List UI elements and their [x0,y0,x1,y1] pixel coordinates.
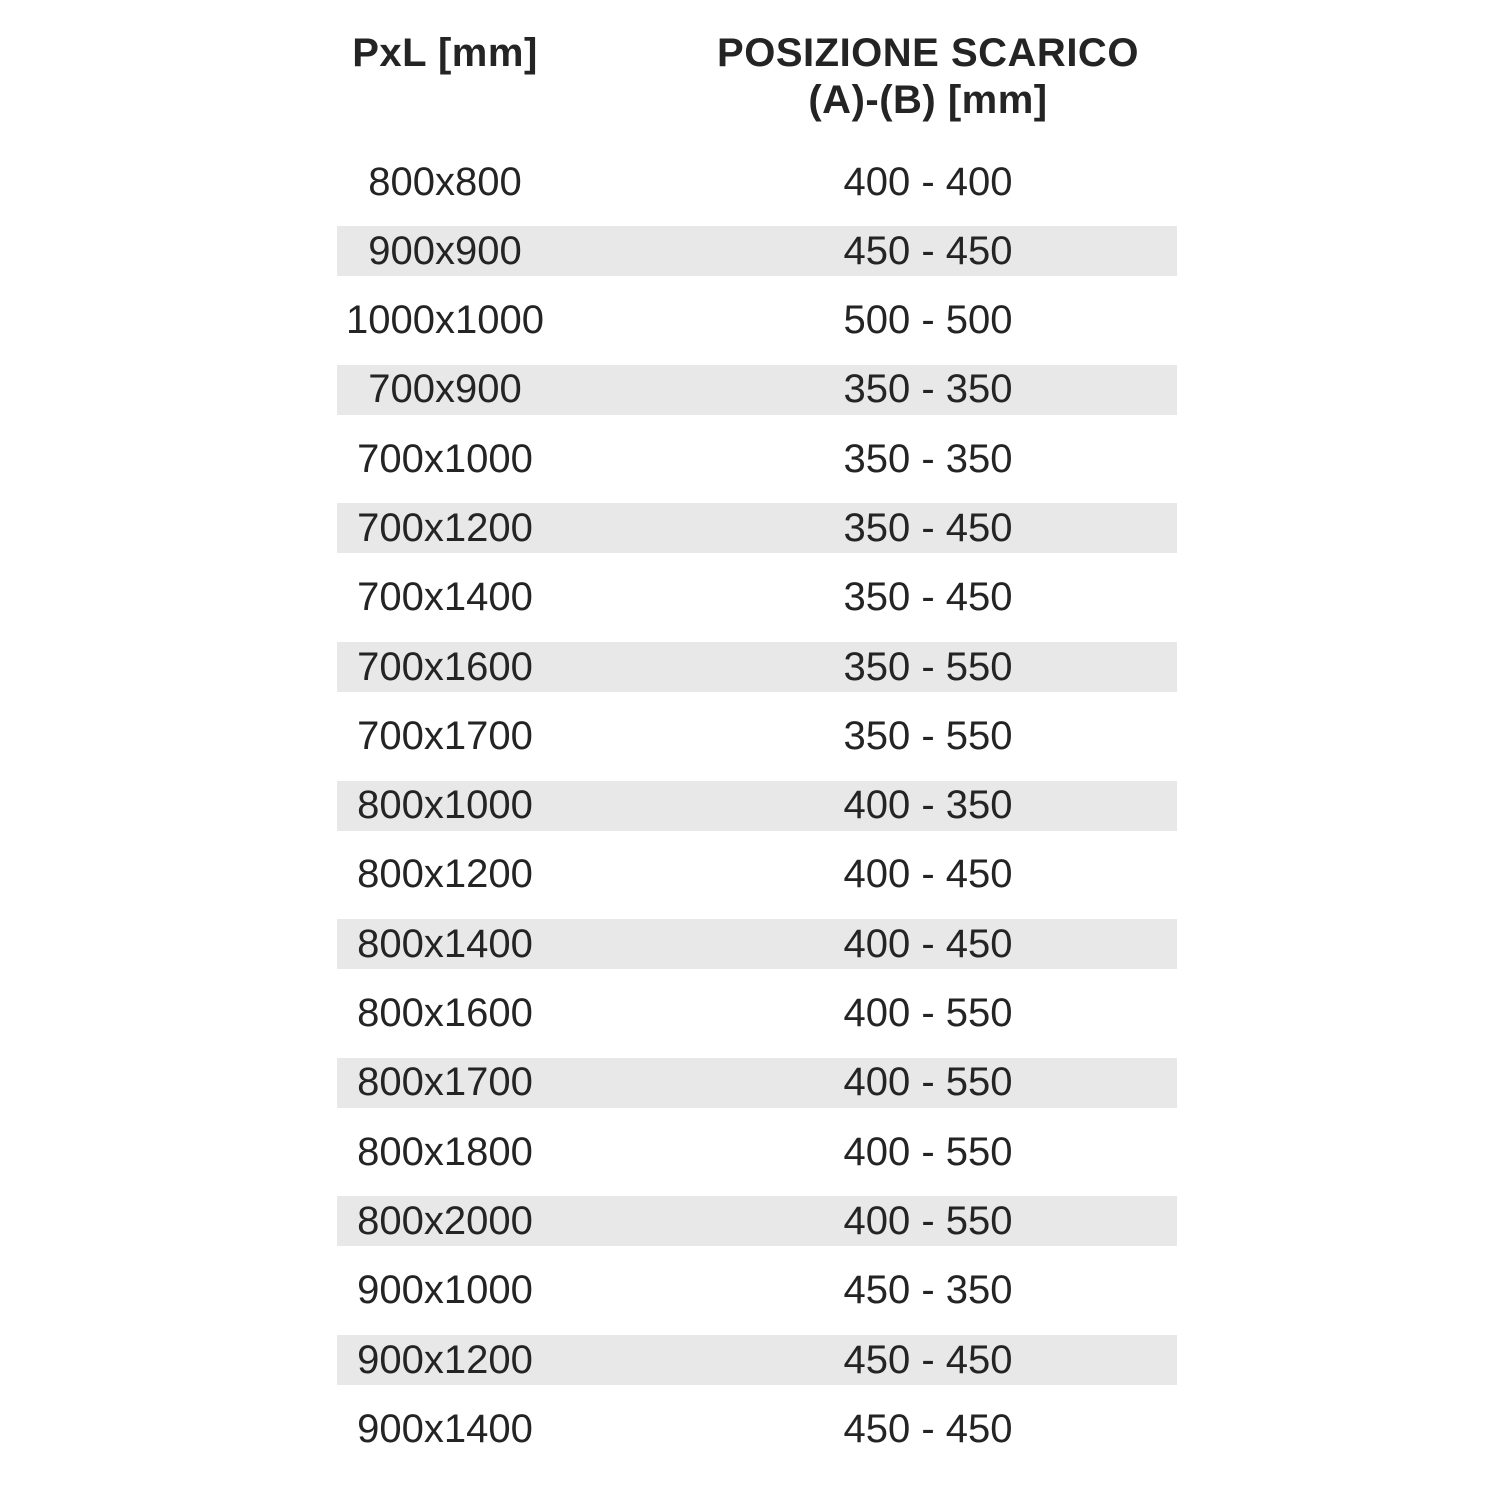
table-row [337,1404,1177,1454]
size-cell: 900x1000 [357,1268,533,1313]
drain-position-cell: 450 - 450 [843,228,1013,273]
table-row [337,989,1177,1039]
size-cell: 800x2000 [357,1198,533,1243]
table-row [337,1196,1177,1246]
drain-position-cell: 400 - 550 [843,1198,1013,1243]
size-cell: 1000x1000 [346,298,544,343]
size-cell: 900x900 [368,228,522,273]
column-header-size: PxL [mm] [352,31,538,75]
size-cell: 700x1400 [357,575,533,620]
drain-position-cell: 400 - 550 [843,1129,1013,1174]
drain-position-cell: 450 - 450 [843,1337,1013,1382]
table-row [337,919,1177,969]
size-cell: 700x1600 [357,644,533,689]
drain-position-cell: 450 - 450 [843,1406,1013,1451]
size-cell: 800x1800 [357,1129,533,1174]
size-cell: 900x1200 [357,1337,533,1382]
column-header-drain-line2: (A)-(B) [mm] [808,78,1048,122]
drain-position-cell: 400 - 550 [843,991,1013,1036]
table-row [337,226,1177,276]
size-cell: 800x1400 [357,921,533,966]
table-row [337,1335,1177,1385]
drain-position-cell: 350 - 450 [843,505,1013,550]
drain-position-cell: 450 - 350 [843,1268,1013,1313]
table-row [337,157,1177,207]
table-row [337,365,1177,415]
table-row [337,503,1177,553]
size-cell: 700x1700 [357,713,533,758]
size-cell: 700x900 [368,367,522,412]
column-header-drain-position [679,30,1177,124]
table-row [337,850,1177,900]
drain-position-cell: 400 - 350 [843,783,1013,828]
table-row [337,1058,1177,1108]
drain-position-cell: 500 - 500 [843,298,1013,343]
drain-position-cell: 350 - 550 [843,644,1013,689]
drain-position-cell: 400 - 450 [843,921,1013,966]
size-cell: 800x1000 [357,783,533,828]
column-header-drain-line1: POSIZIONE SCARICO [717,31,1139,75]
size-cell: 900x1400 [357,1406,533,1451]
drain-position-cell: 350 - 350 [843,436,1013,481]
size-cell: 800x1700 [357,1060,533,1105]
drain-position-cell: 400 - 450 [843,852,1013,897]
size-cell: 700x1000 [357,436,533,481]
size-cell: 800x800 [368,159,522,204]
table-row [337,296,1177,346]
drain-position-cell: 350 - 450 [843,575,1013,620]
drain-position-cell: 400 - 400 [843,159,1013,204]
table-row [337,642,1177,692]
table-row [337,1266,1177,1316]
table-header [337,30,1177,124]
table-row [337,434,1177,484]
size-cell: 800x1200 [357,852,533,897]
drain-position-cell: 350 - 550 [843,713,1013,758]
size-cell: 800x1600 [357,991,533,1036]
size-cell: 700x1200 [357,505,533,550]
shower-tray-dimensions-table [337,30,1177,1454]
table-row [337,1127,1177,1177]
table-row [337,573,1177,623]
drain-position-cell: 400 - 550 [843,1060,1013,1105]
table-row [337,711,1177,761]
drain-position-cell: 350 - 350 [843,367,1013,412]
table-row [337,781,1177,831]
